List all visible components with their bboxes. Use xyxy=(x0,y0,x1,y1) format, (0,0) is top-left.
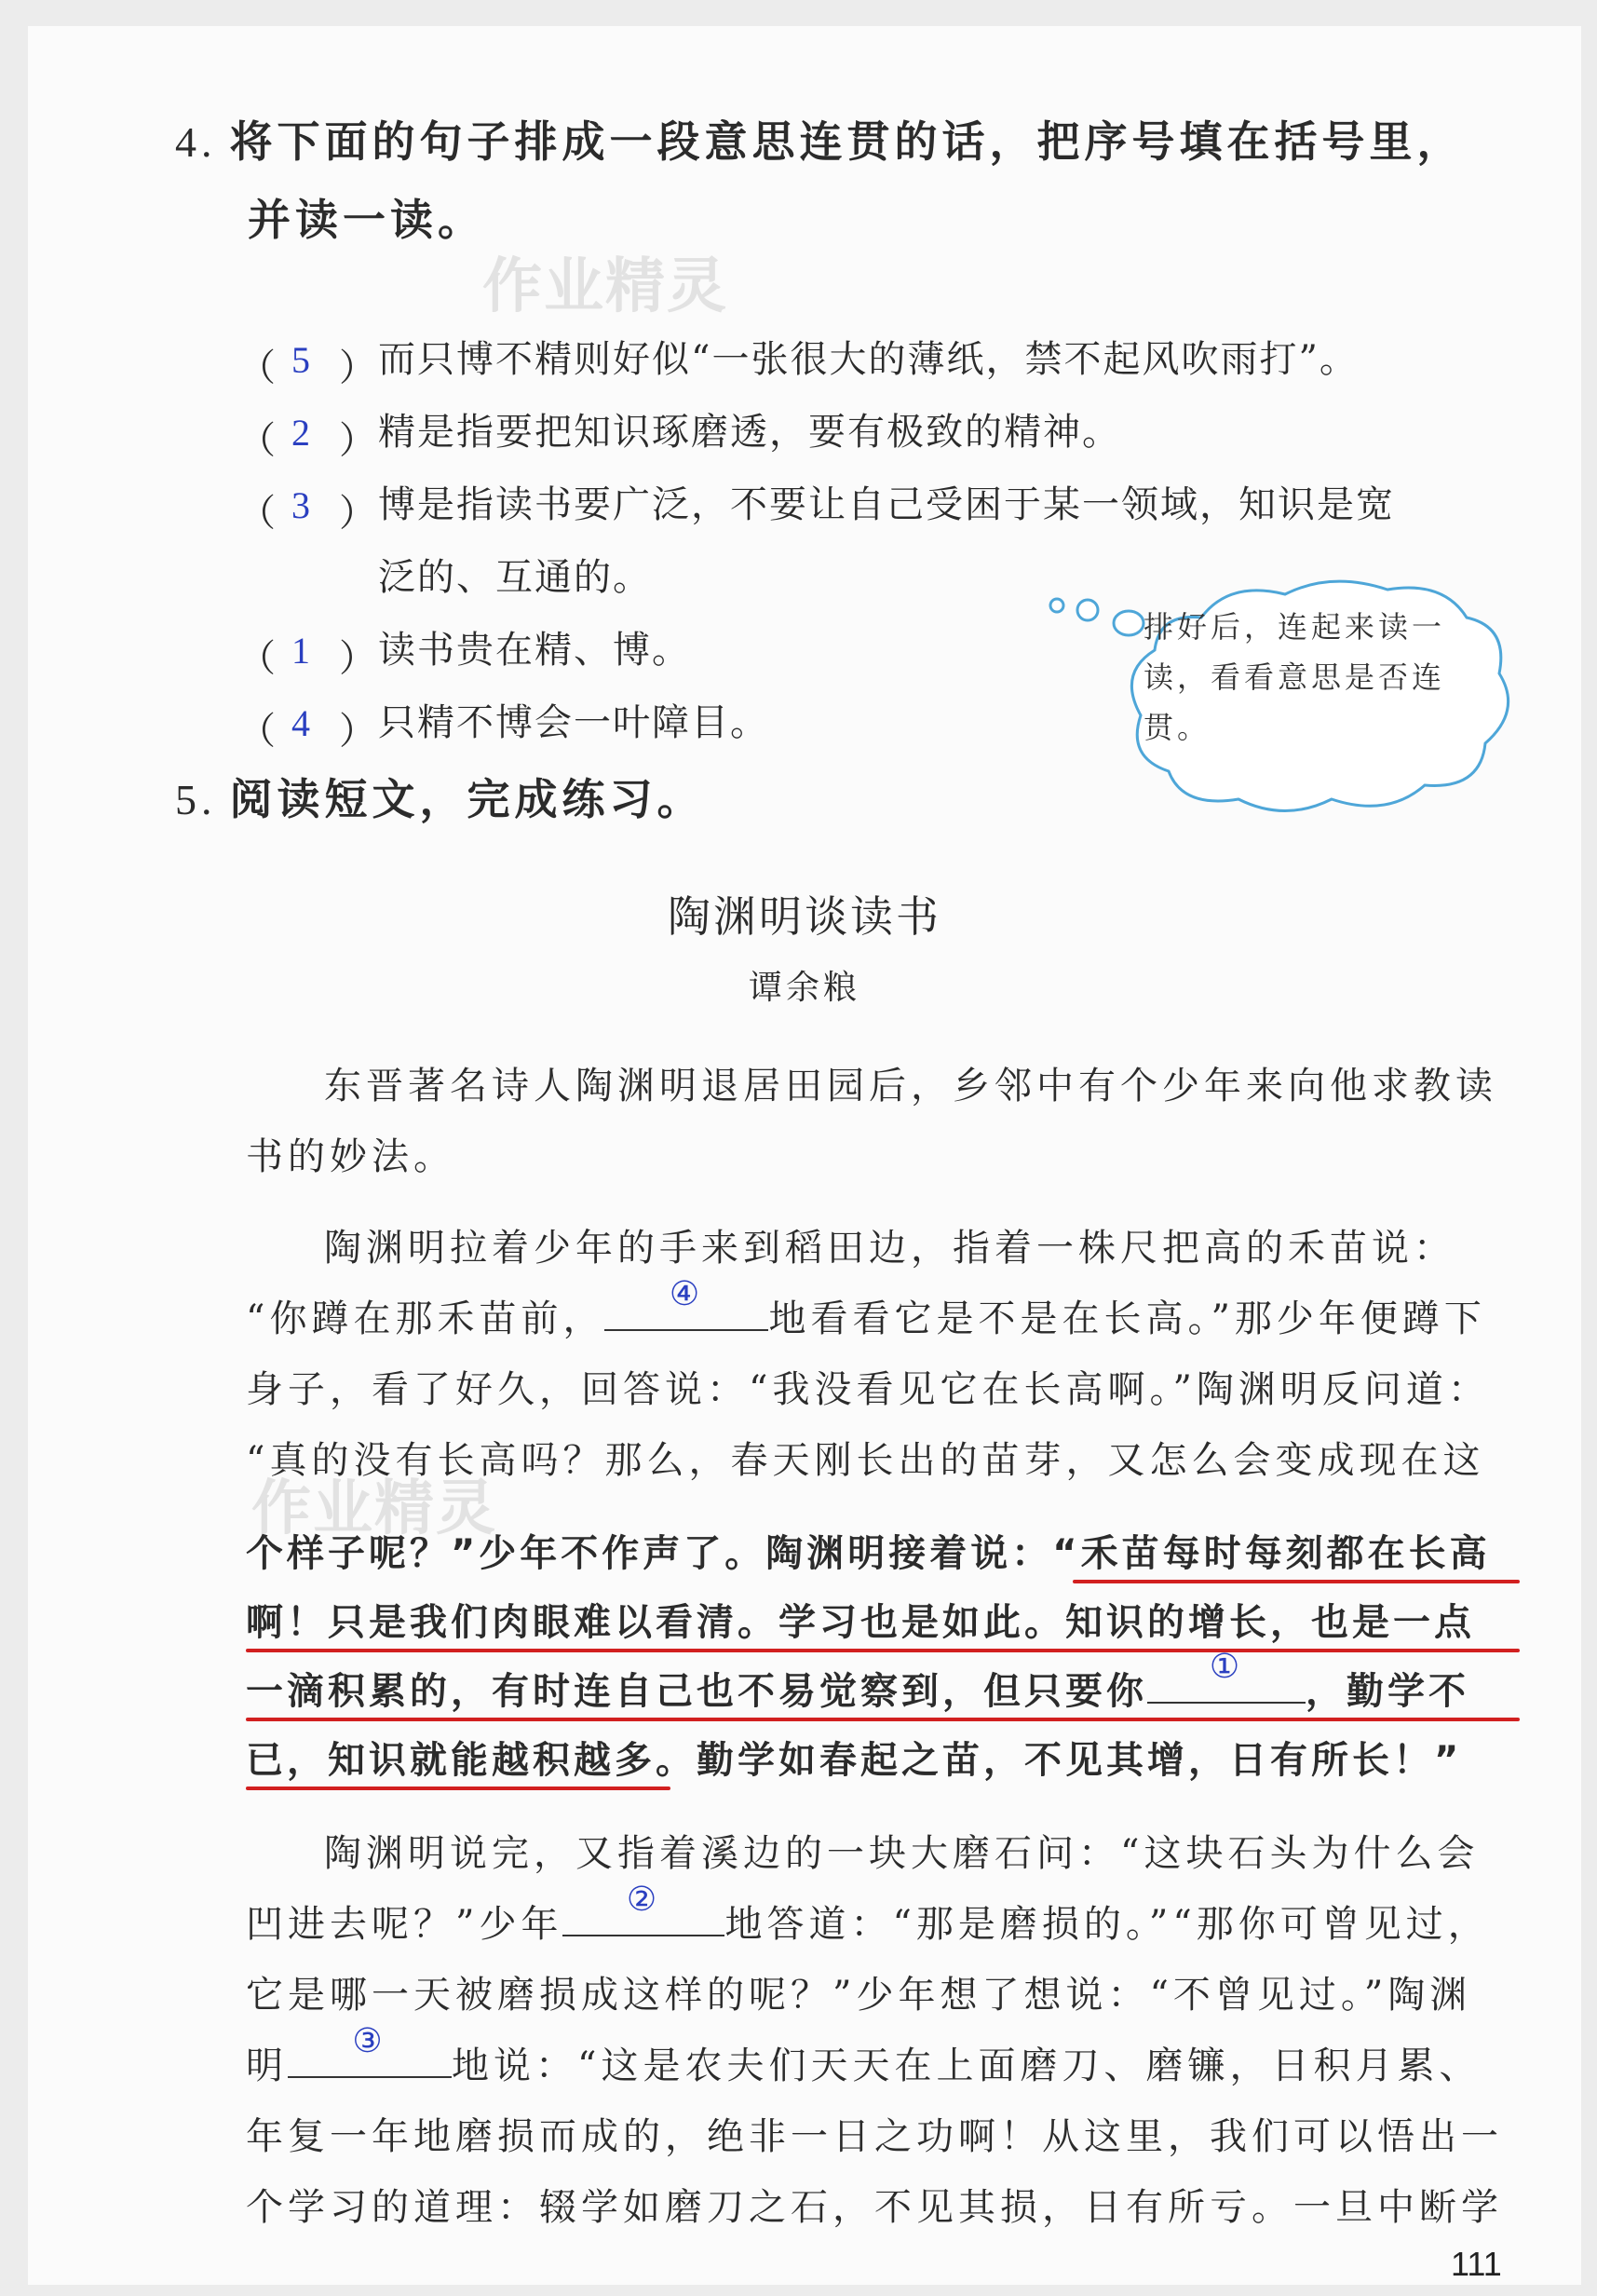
q4-option-4: （ 1 ） 读书贵在精、博。 xyxy=(238,629,691,680)
article-line: 年复一年地磨损而成的，绝非一日之功啊！从这里，我们可以悟出一 xyxy=(246,2115,1503,2158)
red-underline xyxy=(246,1718,1520,1721)
red-underline xyxy=(246,1649,1520,1652)
answer-field[interactable]: 5 xyxy=(291,339,312,381)
answer-field[interactable]: 1 xyxy=(291,630,312,672)
option-text: 读书贵在精、博。 xyxy=(378,629,691,672)
red-underline xyxy=(1073,1580,1520,1583)
article-title: 陶渊明谈读书 xyxy=(668,891,941,942)
q4-option-3: （ 3 ） 博是指读书要广泛，不要让自己受困于某一领域，知识是宽 xyxy=(238,483,1395,535)
article-line: 凹进去呢？”少年 ② 地答道：“那是磨损的。”“那你可曾见过， xyxy=(246,1881,1490,1946)
article-line: 陶渊明说完，又指着溪边的一块大磨石问：“这块石头为什么会 xyxy=(324,1832,1480,1875)
q4-option-5: （ 4 ） 只精不博会一叶障目。 xyxy=(238,701,769,753)
answer-field[interactable]: 2 xyxy=(291,412,312,454)
article-line: 陶渊明拉着少年的手来到稻田边，指着一株尺把高的禾苗说： xyxy=(324,1227,1455,1270)
q4-title-line1 xyxy=(175,108,1465,170)
red-underline xyxy=(246,1787,670,1790)
article-line: 身子，看了好久，回答说：“我没看见它在长高啊。”陶渊明反问道： xyxy=(246,1368,1490,1411)
answer-field[interactable]: 3 xyxy=(291,484,312,526)
blank-4[interactable]: ④ xyxy=(604,1292,768,1331)
article-line: 一滴积累的，有时连自己也不易觉察到，但只要你 ① ，勤学不 xyxy=(246,1648,1469,1713)
bubble-text: 排好后，连起来读一读，看看意思是否连贯。 xyxy=(1144,609,1446,745)
q4-option-3-cont: 泛的、互通的。 xyxy=(378,556,652,599)
article-line: 啊！只是我们肉眼难以看清。学习也是如此。知识的增长，也是一点 xyxy=(246,1601,1475,1644)
article-author: 谭余粮 xyxy=(748,969,860,1007)
textbook-page xyxy=(28,26,1581,2285)
article-line: 书的妙法。 xyxy=(246,1135,455,1178)
q4-option-2: （ 2 ） 精是指要把知识琢磨透，要有极致的精神。 xyxy=(238,411,1121,462)
article-line: “你蹲在那禾苗前， ④ 地看看它是不是在长高。”那少年便蹲下 xyxy=(246,1275,1486,1340)
article-line: 东晋著名诗人陶渊明退居田园后，乡邻中有个少年来向他求教读 xyxy=(324,1065,1497,1107)
option-text: 博是指读书要广泛，不要让自己受困于某一领域，知识是宽 xyxy=(378,483,1395,526)
q4-option-1: （ 5 ） 而只博不精则好似“一张很大的薄纸，禁不起风吹雨打”。 xyxy=(238,338,1359,389)
article-line: 它是哪一天被磨损成这样的呢？”少年想了想说：“不曾见过。”陶渊 xyxy=(246,1974,1472,2017)
option-text: 只精不博会一叶障目。 xyxy=(378,701,769,744)
q4-number: 4. xyxy=(175,118,217,166)
article-line: “真的没有长高吗？那么，春天刚长出的苗芽，又怎么会变成现在这 xyxy=(246,1439,1485,1482)
page-number: 111 xyxy=(1451,2245,1502,2283)
q5-number: 5. xyxy=(175,776,217,823)
q4-title-line2: 并读一读。 xyxy=(248,195,485,245)
q5-title xyxy=(175,766,705,827)
article-line: 个学习的道理：辍学如磨刀之石，不见其损，日有所亏。一旦中断学 xyxy=(246,2186,1503,2229)
article-line: 已，知识就能越积越多。勤学如春起之苗，不见其增，日有所长！” xyxy=(246,1739,1463,1782)
article-line: 明 ③ 地说：“这是农夫们天天在上面磨刀、磨镰，日积月累、 xyxy=(246,2022,1482,2087)
watermark: 作业精灵 xyxy=(251,1474,497,1543)
blank-2[interactable]: ② xyxy=(562,1897,724,1936)
blank-1[interactable]: ① xyxy=(1147,1664,1306,1704)
answer-field[interactable]: 4 xyxy=(291,702,312,744)
option-text: 精是指要把知识琢磨透，要有极致的精神。 xyxy=(378,411,1121,454)
article-line: 个样子呢？”少年不作声了。陶渊明接着说：“禾苗每时每刻都在长高 xyxy=(246,1532,1491,1575)
option-text: 而只博不精则好似“一张很大的薄纸，禁不起风吹雨打”。 xyxy=(378,338,1359,381)
q4-title-text: 将下面的句子排成一段意思连贯的话，把序号填在括号里， xyxy=(229,116,1465,167)
blank-3[interactable]: ③ xyxy=(288,2039,452,2078)
watermark: 作业精灵 xyxy=(482,252,728,321)
q5-title-text: 阅读短文，完成练习。 xyxy=(229,774,705,824)
